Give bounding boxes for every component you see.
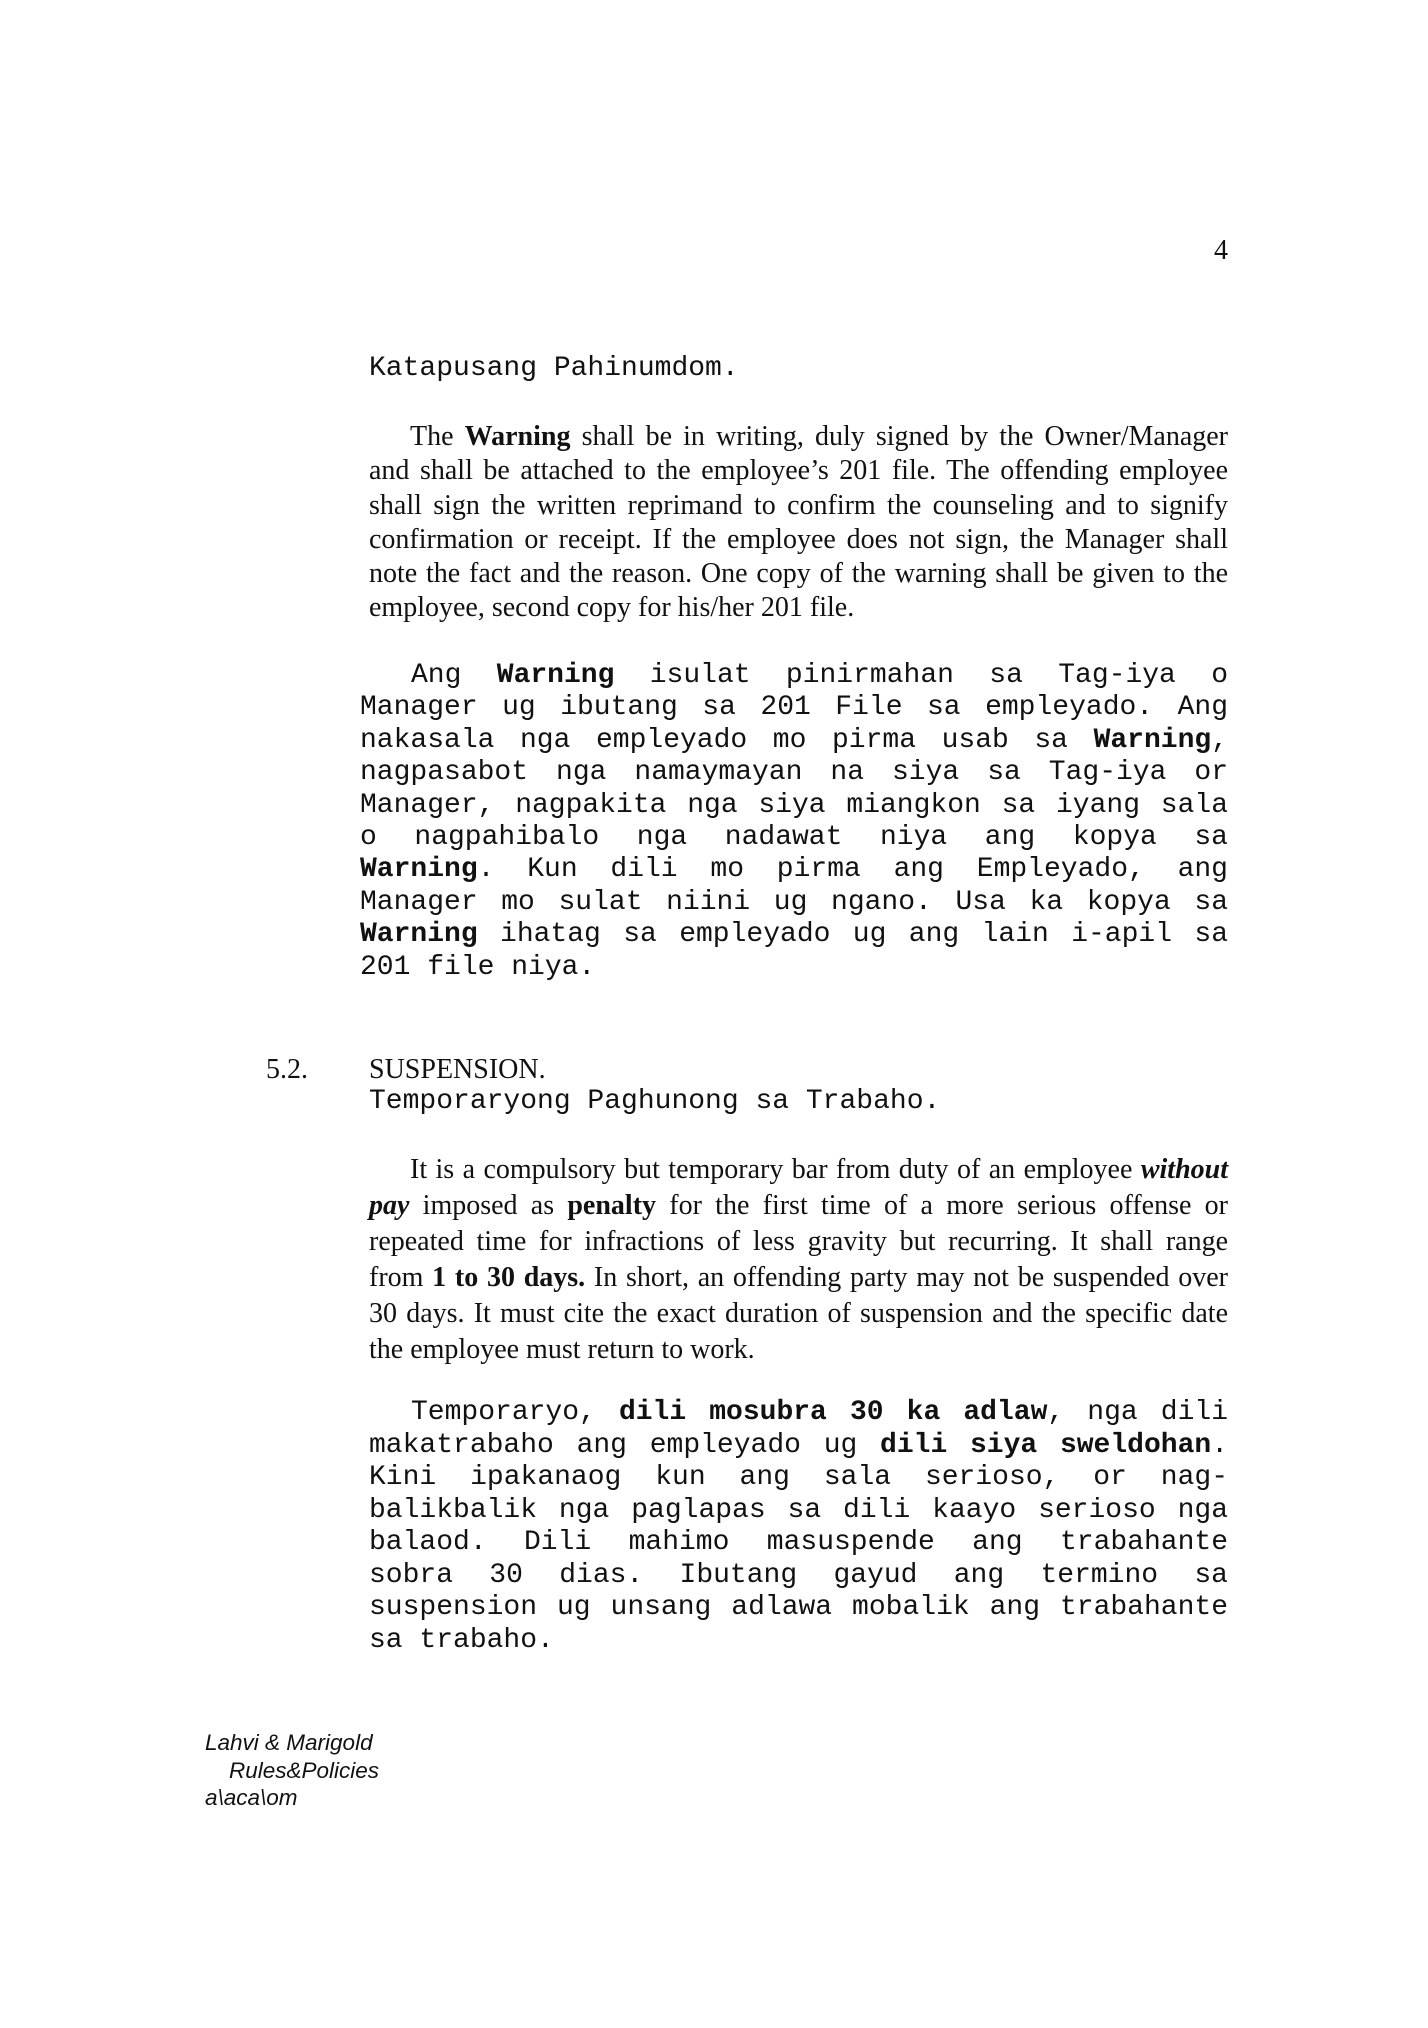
suspension-paragraph-cebuano [369,1397,1228,1657]
warning-heading-cebuano: Katapusang Pahinumdom. [369,353,739,384]
text-run: sa trabaho. [369,1624,554,1656]
emphasized-term: Warning [1093,724,1212,756]
text-run: balaod. Dili mahimo masuspende ang trabahante [369,1527,1228,1558]
text-run: the employee must return to work. [369,1333,755,1365]
text-run: nakasala nga empleyado mo pirma usab sa [360,724,1094,756]
text-run: repeated time for infractions of less gravity but recurring. It shall range [369,1225,1228,1257]
text-run: shall sign the written reprimand to confirm the counseling and to signify [369,489,1228,521]
text-line [360,660,1228,692]
text-run: Manager ug ibutang sa 201 File sa empleyado. Ang [360,692,1228,724]
emphasized-term: 1 to 30 days. [432,1261,586,1293]
page-number: 4 [1214,235,1228,266]
section-number: 5.2. [266,1054,308,1085]
suspension-paragraph-english [369,1152,1228,1367]
warning-paragraph-english [369,420,1228,626]
text-run: 201 file niya. [360,951,596,983]
text-line [360,725,1228,757]
text-run: from [369,1261,433,1293]
text-line [369,1527,1228,1560]
text-run: , nga dili [1047,1397,1229,1428]
warning-paragraph-cebuano [360,660,1228,984]
text-run: nagpasabot nga namaymayan na siya sa Tag-iya or [360,757,1228,789]
text-run: sobra 30 dias. Ibutang gayud ang termino sa [369,1559,1228,1591]
text-line [369,523,1228,557]
text-line [360,790,1228,822]
emphasized-term: pay [369,1189,410,1221]
text-run: employee, second copy for his/her 201 file. [369,592,855,624]
text-run: for the first time of a more serious offense or [656,1189,1228,1221]
text-run: shall be in writing, duly signed by the Owner/Manager [570,421,1229,452]
emphasized-term: dili mosubra 30 ka adlaw [618,1397,1048,1428]
text-line [360,757,1228,789]
text-run: suspension ug unsang adlawa mobalik ang trabahante [369,1592,1228,1623]
text-run: In short, an offending party may not be suspended over [585,1261,1229,1293]
text-line [369,1495,1228,1528]
text-line [369,1224,1228,1260]
text-line [369,591,1228,625]
text-line [369,1625,1228,1658]
text-run: note the fact and the reason. One copy of the warning shall be given to the [369,558,1228,590]
footer-document-name: Rules&Policies [229,1757,380,1783]
text-line [369,1592,1228,1625]
text-run: ihatag sa empleyado ug ang lain i-apil sa [477,919,1228,951]
emphasized-term: without [1140,1154,1228,1185]
text-line [360,692,1228,724]
emphasized-term: dili siya sweldohan [880,1429,1212,1461]
emphasized-term: Warning [464,421,571,452]
section-title-cebuano: Temporaryong Paghunong sa Trabaho. [369,1086,941,1117]
text-run: Ang [411,660,497,691]
text-line [369,1462,1228,1495]
text-line [360,822,1228,854]
emphasized-term: Warning [496,660,615,691]
text-line [360,854,1228,886]
footer-file-path: a\aca\om [205,1785,298,1810]
text-run: confirmation or receipt. If the employee does not sign, the Manager shall [369,523,1228,555]
text-run: o nagpahibalo nga nadawat niya ang kopya sa [360,822,1228,854]
text-run: imposed as [409,1189,568,1221]
text-run: Manager mo sulat niini ug ngano. Usa ka kopya sa [360,886,1228,918]
text-line [369,420,1228,454]
text-run: and shall be attached to the employee’s 201 file. The offending employee [369,455,1228,487]
text-line [369,1188,1228,1224]
text-line [369,557,1228,591]
text-line [360,952,1228,984]
text-line [369,1332,1228,1368]
section-title: SUSPENSION. [369,1054,546,1085]
text-run: . Kun dili mo pirma ang Empleyado, ang [477,854,1228,886]
text-run: Kini ipakanaog kun ang sala serioso, or nag- [369,1462,1228,1493]
text-line [369,1430,1228,1463]
text-run: , [1211,724,1228,756]
document-footer [205,1729,379,1812]
footer-company: Lahvi & Marigold [205,1730,373,1755]
emphasized-term: Warning [360,854,478,886]
emphasized-term: penalty [567,1189,657,1221]
text-line [369,1560,1228,1593]
text-line [360,887,1228,919]
text-run: Temporaryo, [411,1397,619,1428]
text-line [369,489,1228,523]
text-line [360,919,1228,951]
text-line [369,454,1228,488]
text-run: balikbalik nga paglapas sa dili kaayo serioso nga [369,1494,1228,1526]
text-line [369,1152,1228,1188]
text-run: It is a compulsory but temporary bar from duty of an employee [410,1154,1141,1185]
text-run: The [410,421,465,452]
text-run: . [1211,1429,1228,1461]
text-line [369,1260,1228,1296]
text-line [369,1296,1228,1332]
text-run: Manager, nagpakita nga siya miangkon sa iyang sala [360,789,1228,821]
text-run: makatrabaho ang empleyado ug [369,1429,881,1461]
text-line [369,1397,1228,1430]
text-run: 30 days. It must cite the exact duration of suspension and the specific date [369,1297,1228,1329]
emphasized-term: Warning [360,919,478,951]
text-run: isulat pinirmahan sa Tag-iya o [614,660,1228,691]
